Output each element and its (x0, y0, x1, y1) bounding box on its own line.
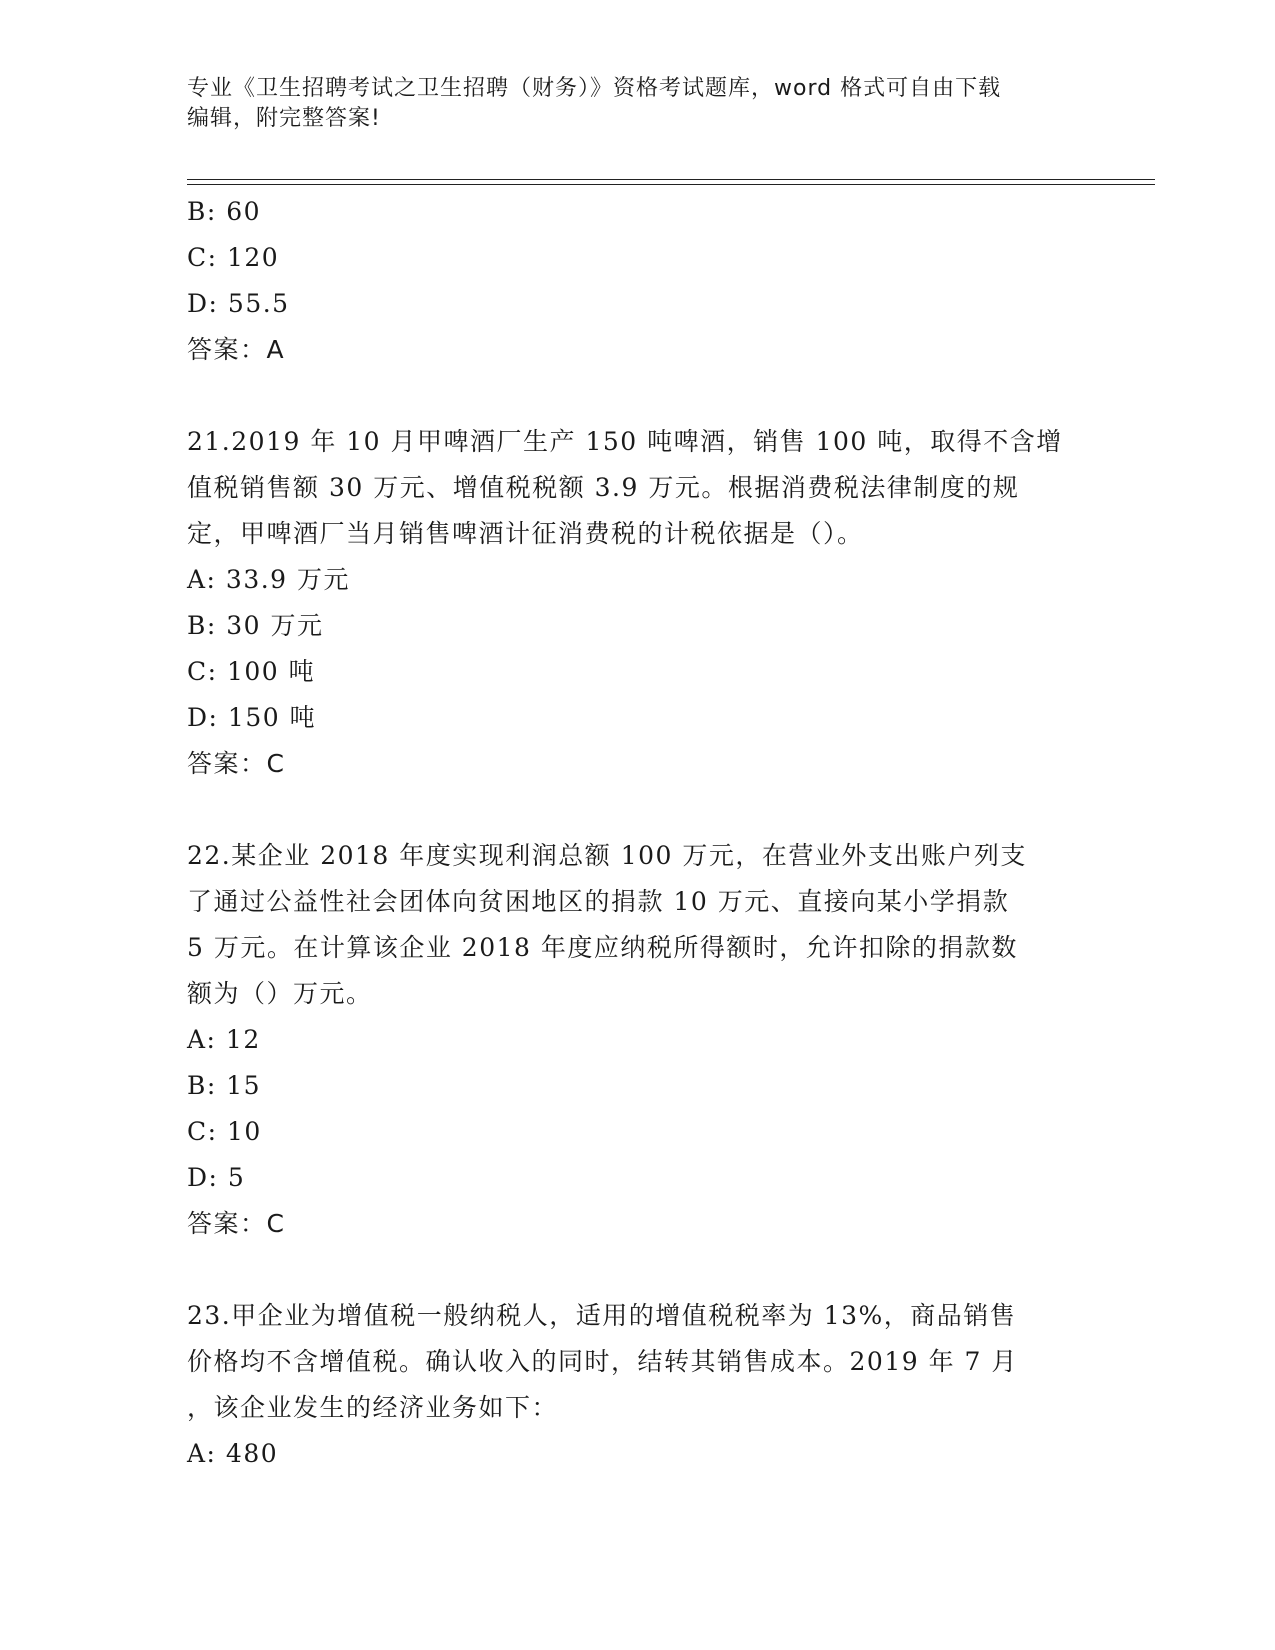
option-d: D: 55.5 (187, 289, 290, 318)
question-stem-line: 价格均不含增值税。确认收入的同时，结转其销售成本。2019 年 7 月 (187, 1347, 1018, 1376)
answer: 答案：A (187, 335, 286, 364)
option-c: C: 120 (187, 243, 280, 272)
question-stem-line: ，该企业发生的经济业务如下： (187, 1393, 559, 1422)
answer: 答案：C (187, 749, 286, 778)
option-a: A: 33.9 万元 (187, 565, 351, 594)
answer: 答案：C (187, 1209, 286, 1238)
header-line-1: 专业《卫生招聘考试之卫生招聘（财务）》资格考试题库，word 格式可自由下载 (187, 76, 1002, 101)
spacer (187, 787, 1087, 833)
spacer (187, 1247, 1087, 1293)
header-divider-bottom (187, 184, 1155, 185)
page-header (187, 74, 1087, 134)
option-c: C: 100 吨 (187, 657, 316, 686)
header-divider-top (187, 179, 1155, 180)
option-b: B: 15 (187, 1071, 262, 1100)
question-stem-line: 值税销售额 30 万元、增值税税额 3.9 万元。根据消费税法律制度的规 (187, 473, 1020, 502)
option-c: C: 10 (187, 1117, 262, 1146)
option-a: A: 12 (187, 1025, 261, 1054)
question-21 (187, 419, 1087, 787)
option-a: A: 480 (187, 1439, 279, 1468)
question-23 (187, 1293, 1087, 1477)
option-b: B: 60 (187, 197, 262, 226)
question-stem-line: 额为（）万元。 (187, 979, 373, 1008)
prev-question (187, 189, 1087, 373)
question-content (187, 189, 1087, 1477)
question-stem-line: 22.某企业 2018 年度实现利润总额 100 万元，在营业外支出账户列支 (187, 841, 1027, 870)
option-b: B: 30 万元 (187, 611, 324, 640)
question-stem-line: 了通过公益性社会团体向贫困地区的捐款 10 万元、直接向某小学捐款 (187, 887, 1010, 916)
option-d: D: 150 吨 (187, 703, 317, 732)
option-d: D: 5 (187, 1163, 246, 1192)
question-stem-line: 5 万元。在计算该企业 2018 年度应纳税所得额时，允许扣除的捐款数 (187, 933, 1018, 962)
question-22 (187, 833, 1087, 1247)
header-line-2: 编辑，附完整答案! (187, 106, 381, 131)
question-stem-line: 定，甲啤酒厂当月销售啤酒计征消费税的计税依据是（）。 (187, 519, 864, 548)
question-stem-line: 23.甲企业为增值税一般纳税人，适用的增值税税率为 13%，商品销售 (187, 1301, 1017, 1330)
question-stem-line: 21.2019 年 10 月甲啤酒厂生产 150 吨啤酒，销售 100 吨，取得不含增 (187, 427, 1063, 456)
spacer (187, 373, 1087, 419)
